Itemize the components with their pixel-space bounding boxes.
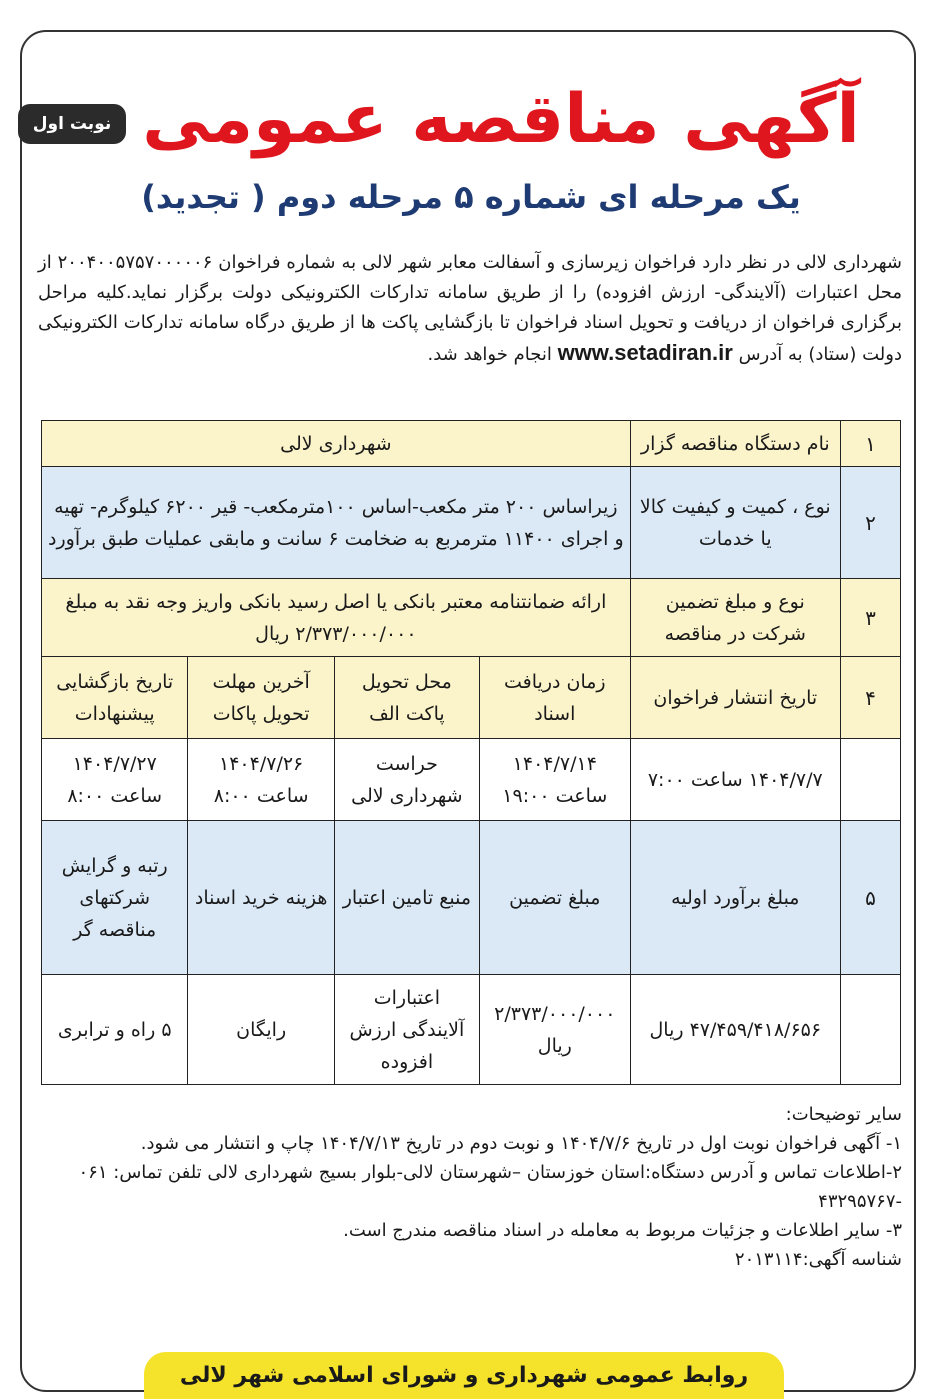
row-label: نوع و مبلغ تضمین شرکت در مناقصه [630, 579, 840, 657]
header-cell: منبع تامین اعتبار [334, 821, 479, 975]
note-item: ۳- سایر اطلاعات و جزئیات مربوط به معامله در اسناد مناقصه مندرج است. [343, 1220, 902, 1241]
value-cell: ۲/۳۷۳/۰۰۰/۰۰۰ ریال [479, 975, 630, 1085]
value-cell: ۱۴۰۴/۷/۷ ساعت ۷:۰۰ [630, 739, 840, 821]
ad-identifier: شناسه آگهی:۲۰۱۳۱۱۴ [734, 1249, 902, 1270]
header-cell: هزینه خرید اسناد [188, 821, 334, 975]
value-cell: ۵ راه و ترابری [42, 975, 188, 1085]
row-label: نوع ، کمیت و کیفیت کالا یا خدمات [630, 467, 840, 579]
note-item: ۱- آگهی فراخوان نوبت اول در تاریخ ۱۴۰۴/۷/۶ و نوبت دوم در تاریخ ۱۴۰۴/۷/۱۳ چاپ و انتشار می شود. [140, 1133, 902, 1154]
intro-text-end: انجام خواهد شد. [427, 344, 552, 365]
table-row-dates-values [42, 739, 901, 821]
notes-heading: سایر توضیحات: [785, 1104, 902, 1125]
tender-details-table [41, 420, 901, 1085]
row-number: ۵ [840, 821, 900, 975]
value-cell: ۴۷/۴۵۹/۴۱۸/۶۵۶ ریال [630, 975, 840, 1085]
intro-text: شهرداری لالی در نظر دارد فراخوان زیرسازی و آسفالت معابر شهر لالی به شماره فراخوان ۲۰۰۴۰۰۵۷۵۷۰۰۰۰۰۶ از محل اعتبارات (آلایندگی- ارزش افزوده) را از طریق سامانه تدارکات الکترونیکی دولت برگزار نماید.کلیه مراحل برگزاری فراخوان از دریافت و تحویل اسناد فراخوان تا بازگشایی پاکت ها از طریق درگاه سامانه تدارکات الکترونیکی دولت (ستاد) به آدرس [38, 252, 902, 365]
table-row-dates-header [42, 657, 901, 739]
row-value: شهرداری لالی [42, 421, 631, 467]
value-cell: ۱۴۰۴/۷/۱۴ ساعت ۱۹:۰۰ [479, 739, 630, 821]
value-cell: حراست شهرداری لالی [334, 739, 479, 821]
publication-badge: نوبت اول [18, 104, 126, 144]
notice-title: آگهی مناقصه عمومی [142, 80, 860, 159]
header-cell: تاریخ انتشار فراخوان [630, 657, 840, 739]
header-cell: مبلغ تضمین [479, 821, 630, 975]
setad-website-link[interactable]: www.setadiran.ir [557, 340, 733, 365]
footer-banner: روابط عمومی شهرداری و شورای اسلامی شهر لالی [144, 1352, 784, 1399]
header-cell: تاریخ بازگشایی پیشنهادات [42, 657, 188, 739]
table-row-guarantee [42, 579, 901, 657]
other-notes [38, 1100, 902, 1274]
row-number: ۱ [840, 421, 900, 467]
table-row-budget-header [42, 821, 901, 975]
row-value: زیراساس ۲۰۰ متر مکعب-اساس ۱۰۰مترمکعب- قیر ۶۲۰۰ کیلوگرم- تهیه و اجرای ۱۱۴۰۰ مترمربع به ضخامت ۶ سانت و مابقی عملیات طبق برآورد [42, 467, 631, 579]
row-number: ۲ [840, 467, 900, 579]
header-cell: محل تحویل پاکت الف [334, 657, 479, 739]
value-cell: ۱۴۰۴/۷/۲۷ ساعت ۸:۰۰ [42, 739, 188, 821]
note-item: ۲-اطلاعات تماس و آدرس دستگاه:استان خوزستان –شهرستان لالی-بلوار بسیج شهرداری لالی تلفن تماس: ۰۶۱ -۴۳۲۹۵۷۶۷ [78, 1162, 902, 1212]
value-cell: ۱۴۰۴/۷/۲۶ ساعت ۸:۰۰ [188, 739, 334, 821]
header-cell: زمان دریافت اسناد [479, 657, 630, 739]
header-cell: رتبه و گرایش شرکتهای مناقصه گر [42, 821, 188, 975]
row-number-empty [840, 975, 900, 1085]
value-cell: رایگان [188, 975, 334, 1085]
value-cell: اعتبارات آلایندگی ارزش افزوده [334, 975, 479, 1085]
table-row-budget-values [42, 975, 901, 1085]
table-row-organizer [42, 421, 901, 467]
row-number-empty [840, 739, 900, 821]
table-row-goods [42, 467, 901, 579]
header-cell: آخرین مهلت تحویل پاکات [188, 657, 334, 739]
row-number: ۴ [840, 657, 900, 739]
notice-subtitle: یک مرحله ای شماره ۵ مرحله دوم ( تجدید) [141, 178, 801, 216]
row-number: ۳ [840, 579, 900, 657]
header-cell: مبلغ برآورد اولیه [630, 821, 840, 975]
row-value: ارائه ضمانتنامه معتبر بانکی یا اصل رسید بانکی واریز وجه نقد به مبلغ ۲/۳۷۳/۰۰۰/۰۰۰ ریال [42, 579, 631, 657]
row-label: نام دستگاه مناقصه گزار [630, 421, 840, 467]
intro-paragraph [38, 248, 902, 370]
